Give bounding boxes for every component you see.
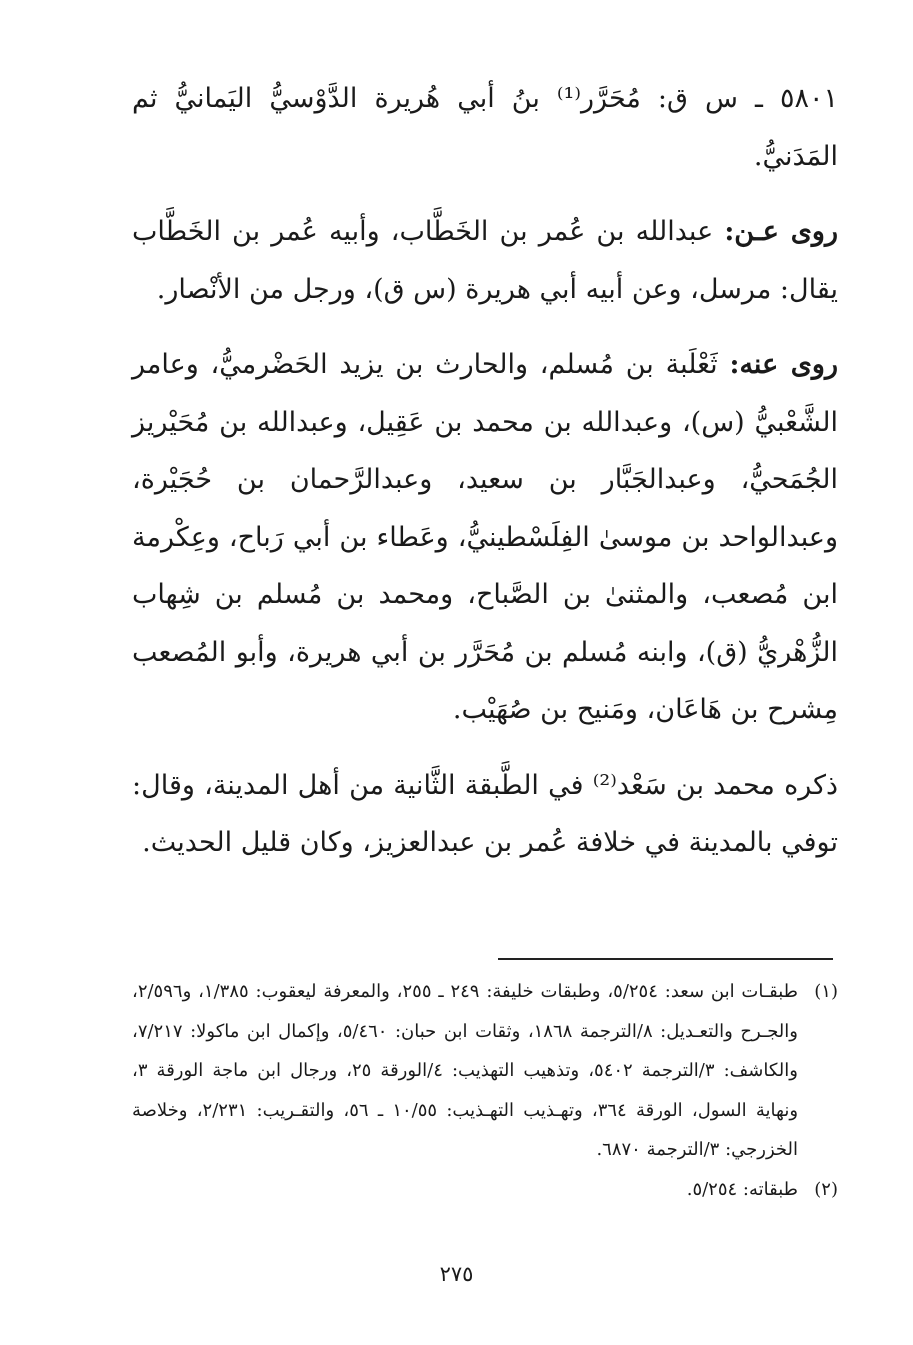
- narrated-by-text: ثَعْلَبة بن مُسلم، والحارث بن يزيد الحَضْرميُّ، وعامر الشَّعْبيُّ (س)، وعبدالله بن محمد بن عَقِيل، وعبدالله بن مُحَيْريز الجُمَحيُّ، وعبدالجَبَّار بن سعيد، وعبدالرَّحمان بن حُجَيْرة، وعبدالواحد بن موسىٰ الفِلَسْطينيُّ، وعَطاء بن أبي رَباح، وعِكْرمة ابن مُصعب، والمثنىٰ بن الصَّباح، ومحمد بن مُسلم بن شِهاب الزُّهْريُّ (ق)، وابنه مُسلم بن مُحَرَّر بن أبي هريرة، وأبو المُصعب مِشرح بن هَاعَان، ومَنيح بن صُهَيْب.: [132, 349, 839, 725]
- footnote-1: [132, 972, 838, 1170]
- footnote-divider: [498, 958, 833, 960]
- biography-entry: [132, 70, 838, 872]
- footnote-number: (٢): [814, 1178, 838, 1200]
- narrated-from-label: روى عـن:: [724, 216, 838, 247]
- entry-heading: ٥٨٠١ ـ س ق: مُحَرَّر⁽¹⁾ بنُ أبي هُريرة الدَّوْسيُّ اليَمانيُّ ثم المَدَنيُّ.: [132, 83, 838, 172]
- narrated-by-paragraph: [132, 336, 838, 739]
- page-number: ٢٧٥: [439, 1262, 474, 1286]
- footnote-number: (١): [814, 981, 838, 1002]
- narrated-from-text: عبدالله بن عُمر بن الخَطَّاب، وأبيه عُمر بن الخَطَّاب يقال: مرسل، وعن أبيه أبي هريرة (س ق)، ورجل من الأنْصار.: [132, 216, 838, 305]
- footnote-2: [132, 1170, 838, 1210]
- footnote-text: طبقاته: ٥/٢٥٤.: [686, 1178, 798, 1200]
- mention-paragraph: ذكره محمد بن سَعْد⁽²⁾ في الطَّبقة الثَّانية من أهل المدينة، وقال: توفي بالمدينة في خلافة عُمر بن عبدالعزيز، وكان قليل الحديث.: [132, 769, 838, 858]
- narrated-by-label: روى عنه:: [729, 349, 838, 380]
- footnote-text: طبقـات ابن سعد: ٥/٢٥٤، وطبقات خليفة: ٢٤٩ ـ ٢٥٥، والمعرفة ليعقوب: ١/٣٨٥، و٢/٥٩٦، والجـرح والتعـديل: ٨/الترجمة ١٨٦٨، وثقات ابن حبان: ٥/٤٦٠، وإكمال ابن ماكولا: ٧/٢١٧، والكاشف: ٣/الترجمة ٥٤٠٢، وتذهيب التهذيب: ٤/الورقة ٢٥، ورجال ابن ماجة الورقة ٣، ونهاية السول، الورقة ٣٦٤، وتهـذيب التهـذيب: ١٠/٥٥ ـ ٥٦، والتقـريب: ٢/٢٣١، وخلاصة الخزرجي: ٣/الترجمة ٦٨٧٠.: [132, 981, 799, 1161]
- narrated-from-paragraph: [132, 203, 838, 318]
- footnotes: [132, 972, 838, 1210]
